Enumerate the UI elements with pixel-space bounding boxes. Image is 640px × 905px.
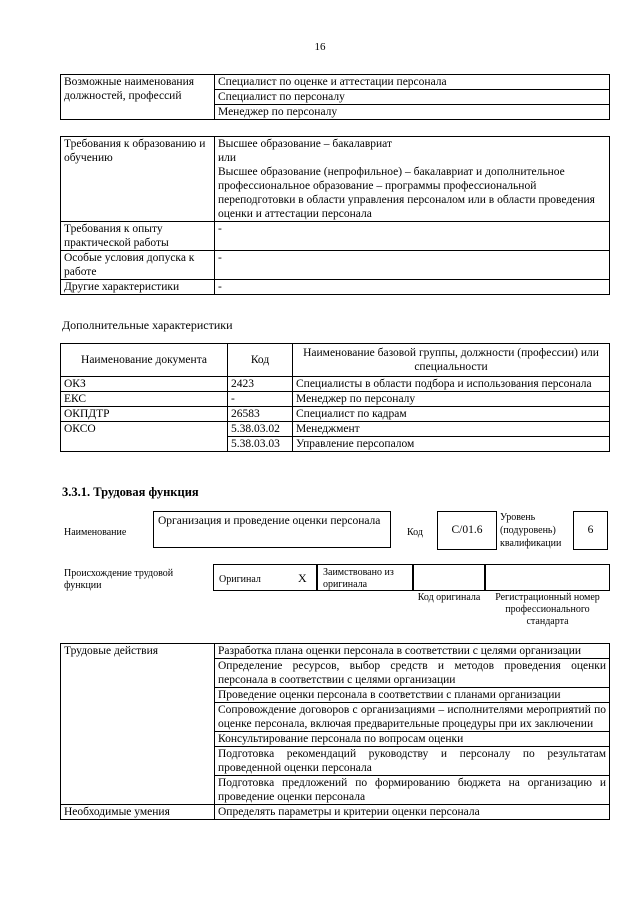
classifiers-table <box>60 343 610 452</box>
action-item: Проведение оценки персонала в соответствии с планами организации <box>215 688 610 703</box>
action-item: Разработка плана оценки персонала в соответствии с целями организации <box>215 644 610 659</box>
admission-label: Особые условия допуска к работе <box>61 251 215 280</box>
row-doc: ЕКС <box>61 392 228 407</box>
origin-code-caption: Код оригинала <box>417 592 481 603</box>
row-name: Менеджер по персоналу <box>293 392 610 407</box>
function-code-label: Код <box>407 527 423 538</box>
row-code: 2423 <box>228 377 293 392</box>
row-name: Специалисты в области подбора и использования персонала <box>293 377 610 392</box>
origin-reg-cell <box>485 564 610 591</box>
page-number: 16 <box>314 41 326 53</box>
origin-original-cell <box>213 564 317 591</box>
action-item: Сопровождение договоров с организациями – исполнителями мероприятий по оценке персонала, включая предварительные процедуры при их заключении <box>215 703 610 732</box>
actions-label: Трудовые действия <box>61 644 215 805</box>
admission-value: - <box>215 251 610 280</box>
section-title: 3.3.1. Трудовая функция <box>62 485 199 499</box>
job-title-2: Специалист по персоналу <box>215 90 610 105</box>
other-value: - <box>215 280 610 295</box>
job-title-3: Менеджер по персоналу <box>215 105 610 120</box>
experience-value: - <box>215 222 610 251</box>
origin-original-mark: X <box>298 571 307 585</box>
row-name: Менеджмент <box>293 422 610 437</box>
header-document: Наименование документа <box>61 344 228 377</box>
job-title-1: Специалист по оценке и аттестации персонала <box>215 75 610 90</box>
origin-reg-caption: Регистрационный номер профессионального стандарта <box>495 592 600 627</box>
row-doc: ОКПДТР <box>61 407 228 422</box>
education-label: Требования к образованию и обучению <box>61 137 215 222</box>
education-line-2: или <box>218 152 237 164</box>
education-line-3: Высшее образование (непрофильное) – бакалавриат и дополнительное профессиональное образование – программы профессиональной переподготовки в области управления персоналом или в области проведения оценки и аттестации персонала <box>218 166 595 220</box>
header-name: Наименование базовой группы, должности (профессии) или специальности <box>293 344 610 377</box>
origin-label: Происхождение трудовой функции <box>64 568 174 591</box>
labor-actions-table <box>60 643 610 820</box>
education-line-1: Высшее образование – бакалавриат <box>218 138 392 150</box>
row-name: Специалист по кадрам <box>293 407 610 422</box>
job-titles-label: Возможные наименования должностей, профессий <box>61 75 215 120</box>
additional-title: Дополнительные характеристики <box>62 318 233 332</box>
origin-borrowed-cell <box>317 564 413 591</box>
row-doc: ОКЗ <box>61 377 228 392</box>
requirements-table <box>60 136 610 295</box>
row-code: 26583 <box>228 407 293 422</box>
experience-label: Требования к опыту практической работы <box>61 222 215 251</box>
function-name-value: Организация и проведение оценки персонала <box>153 511 391 548</box>
action-item: Подготовка предложений по формированию бюджета на организацию и проведение оценки персонала <box>215 776 610 805</box>
function-level-label: Уровень (подуровень) квалификации <box>500 512 562 549</box>
row-code: 5.38.03.03 <box>228 437 293 452</box>
action-item: Определение ресурсов, выбор средств и методов проведения оценки персонала в соответствии с целями организации <box>215 659 610 688</box>
row-code: - <box>228 392 293 407</box>
origin-code-cell <box>413 564 485 591</box>
job-titles-table <box>60 74 610 120</box>
header-code: Код <box>228 344 293 377</box>
origin-original-label: Оригинал <box>219 574 261 585</box>
action-item: Консультирование персонала по вопросам оценки <box>215 732 610 747</box>
function-level-value: 6 <box>573 511 608 550</box>
function-code-value: С/01.6 <box>437 511 497 550</box>
row-name: Управление персопалом <box>293 437 610 452</box>
other-label: Другие характеристики <box>61 280 215 295</box>
origin-borrowed-label: Заимствовано из оригинала <box>323 567 394 590</box>
action-item: Подготовка рекомендаций руководству и персоналу по результатам проведенной оценки персонала <box>215 747 610 776</box>
function-name-label: Наименование <box>64 527 127 538</box>
education-value <box>215 137 610 222</box>
skills-label: Необходимые умения <box>61 805 215 820</box>
skill-item: Определять параметры и критерии оценки персонала <box>215 805 610 820</box>
row-doc: ОКСО <box>61 422 228 452</box>
row-code: 5.38.03.02 <box>228 422 293 437</box>
